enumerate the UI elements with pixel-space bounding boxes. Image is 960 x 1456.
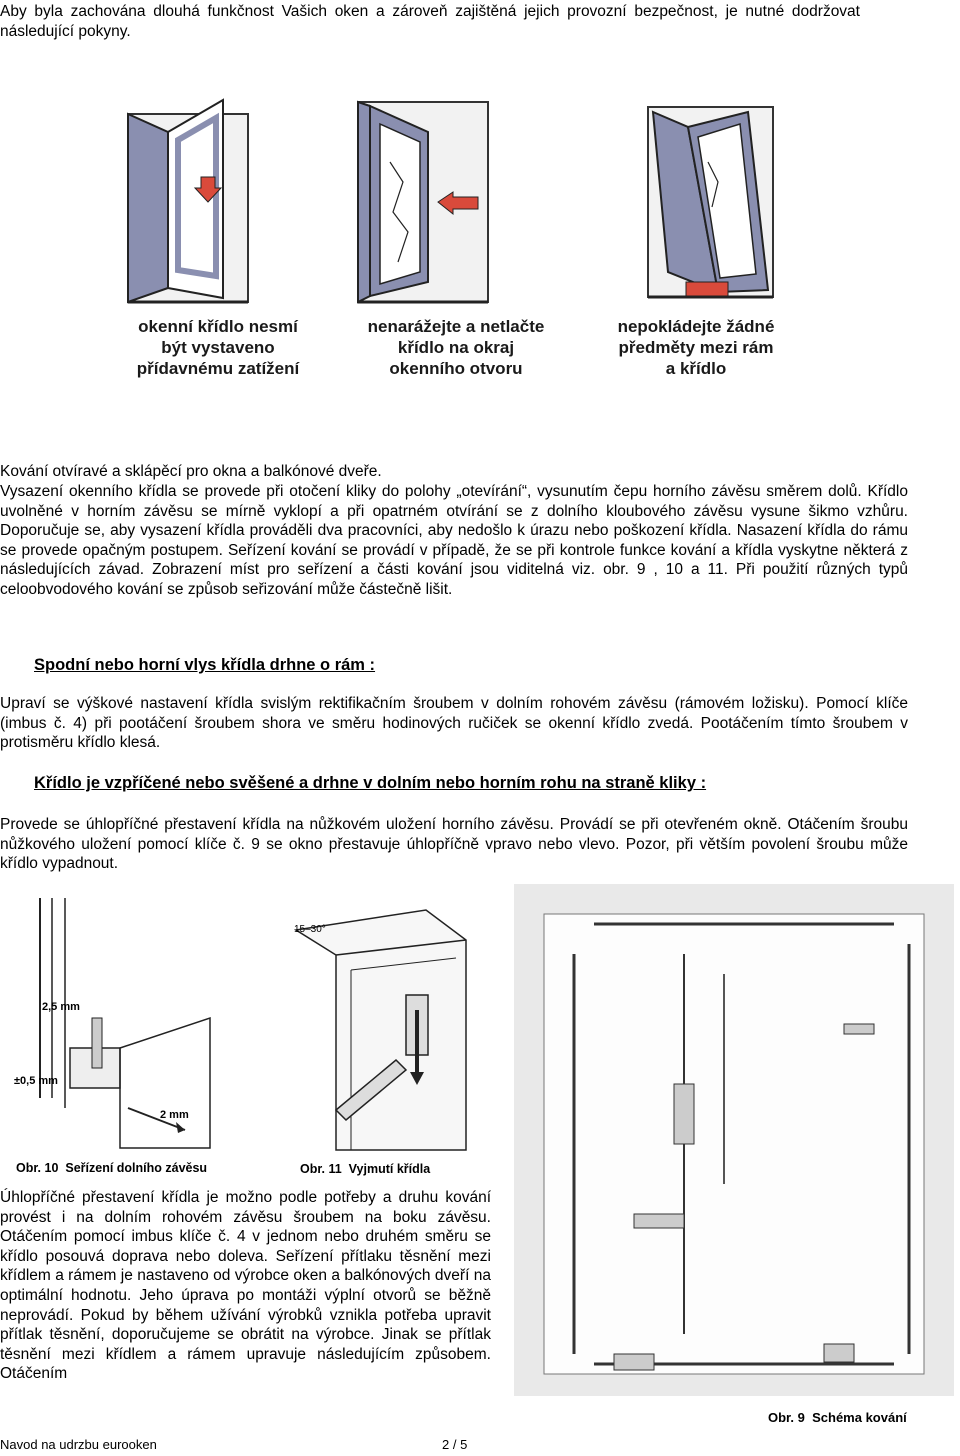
fittings-title-line: Kování otvíravé a sklápěcí pro okna a balkónové dveře. bbox=[0, 463, 382, 480]
height-adjustment-paragraph: Upraví se výškové nastavení křídla svislým rektifikačním šroubem v dolním rohovém závěsu (rámovém ložisku). Pomocí klíče (imbus č. 4) při pootáčení šroubem shora ve směru hodinových ručiček se okenní křídlo zvedá. Pootáčením tímto šroubem v protisměru křídlo klesá. bbox=[0, 695, 908, 752]
window-load-drawing bbox=[128, 100, 248, 302]
warning-3-line-3: a křídlo bbox=[665, 359, 727, 378]
warning-caption-1 bbox=[108, 316, 328, 379]
warning-2-line-2: křídlo na okraj bbox=[397, 338, 515, 357]
footer-page-number: 2 / 5 bbox=[442, 1437, 468, 1452]
warning-caption-3 bbox=[584, 316, 808, 379]
intro-text: Aby byla zachována dlouhá funkčnost Vašich oken a zároveň zajištěná jejich provozní bezpečnost, je nutné dodržovat následující pokyny. bbox=[0, 3, 860, 40]
window-object-drawing bbox=[648, 107, 773, 297]
figure-9-number: 9 bbox=[797, 1410, 805, 1425]
warning-1-line-1: okenní křídlo nesmí bbox=[138, 317, 298, 336]
figure-10-label: Obr. bbox=[16, 1161, 42, 1175]
warning-3-line-2: předměty mezi rám bbox=[618, 338, 774, 357]
dim-label-3: 2 mm bbox=[160, 1109, 189, 1121]
figure-10-caption bbox=[16, 1161, 207, 1175]
figure-11-number: 11 bbox=[328, 1162, 342, 1176]
warning-caption-2 bbox=[336, 316, 576, 379]
figure-11-title: Vyjmutí křídla bbox=[348, 1162, 431, 1176]
angle-label: 15–30° bbox=[294, 924, 326, 935]
figure-11-caption bbox=[300, 1162, 430, 1176]
dim-label-1: 2,5 mm bbox=[42, 1001, 80, 1013]
section-heading-sagging: Křídlo je vzpříčené nebo svěšené a drhne v dolním nebo horním rohu na straně kliky : bbox=[34, 774, 707, 792]
figure-9 bbox=[514, 884, 954, 1396]
hardware-scheme-drawing bbox=[514, 884, 954, 1396]
figure-10-title: Seřízení dolního závěsu bbox=[65, 1161, 208, 1175]
figure-9-title: Schéma kování bbox=[812, 1410, 907, 1425]
window-push-drawing bbox=[358, 102, 488, 302]
seal-pressure-paragraph: Úhlopříčné přestavení křídla je možno podle potřeby a druhu kování provést i na dolním rohovém závěsu šroubem na boku závěsu. Otáčením pomocí imbus klíče č. 4 v jednom nebo druhém směru se křídlo posouvá doprava nebo doleva. Seřízení přítlaku těsnění mezi křídlem a rámem je nastaveno od výrobce oken a balkónových dveří na optimální hodnotu. Jeho úprava po montáži výplní otvorů se běžně neprovádí. Pokud by během užívání výrobků vznikla potřeba upravit přítlak těsnění, doporučujeme se obrátit na výrobce. Jinak se přítlak těsnění mezi křídlem a rámem upravuje následujícím způsobem. Otáčením bbox=[0, 1189, 491, 1383]
section-heading-rubbing: Spodní nebo horní vlys křídla drhne o rám : bbox=[34, 656, 376, 674]
figure-11 bbox=[266, 900, 476, 1160]
bottom-hinge-drawing bbox=[10, 898, 260, 1158]
figure-9-label: Obr. bbox=[768, 1410, 795, 1425]
warning-2-line-3: okenního otvoru bbox=[389, 359, 523, 378]
warning-illustration bbox=[108, 92, 808, 382]
removal-paragraph: Vysazení okenního křídla se provede při otočení kliky do polohy „otevírání“, vysunutím čepu horního závěsu směrem dolů. Křídlo uvolněné v horním závěsu se mírně vyklopí a při opatrném otvírání se z dolního kloubového závěsu vysune šikmo vzhůru. Doporučuje se, aby vysazení křídla prováděli dva pracovníci, aby nedošlo k úrazu nebo poškození křídla. Nasazení křídla do rámu se provede opačným postupem. Seřízení kování se provádí v případě, že se při kontrole funkce kování a křídla vyskytne některá z následujících závad. Zobrazení míst pro seřízení a části kování jsou viditelná viz. obr. 9 , 10 a 11. Při použití různých typů celoobvodového kování se způsob seřizování může částečně lišit. bbox=[0, 483, 908, 598]
window-care-drawings bbox=[108, 92, 808, 307]
warning-2-line-1: nenarážejte a netlačte bbox=[367, 317, 545, 336]
footer-document-name: Navod na udrzbu eurooken bbox=[0, 1437, 157, 1452]
figure-11-label: Obr. bbox=[300, 1162, 326, 1176]
figure-10-number: 10 bbox=[44, 1161, 59, 1175]
diagonal-adjustment-paragraph: Provede se úhlopříčné přestavení křídla na nůžkovém uložení horního závěsu. Provádí se při otevřeném okně. Otáčením šroubu nůžkového uložení pomocí klíče č. 9 se okno přestavuje úhlopříčně vpravo nebo vlevo. Pozor, při větším povolení šroubu může křídlo vypadnout. bbox=[0, 816, 908, 873]
sash-removal-drawing bbox=[266, 900, 476, 1160]
warning-1-line-2: být vystaveno bbox=[161, 338, 275, 357]
warning-1-line-3: přídavnému zatížení bbox=[136, 359, 300, 378]
figure-10 bbox=[10, 898, 260, 1158]
figure-9-caption bbox=[768, 1410, 907, 1425]
dim-label-2: ±0,5 mm bbox=[14, 1075, 58, 1087]
warning-3-line-1: nepokládejte žádné bbox=[617, 317, 775, 336]
